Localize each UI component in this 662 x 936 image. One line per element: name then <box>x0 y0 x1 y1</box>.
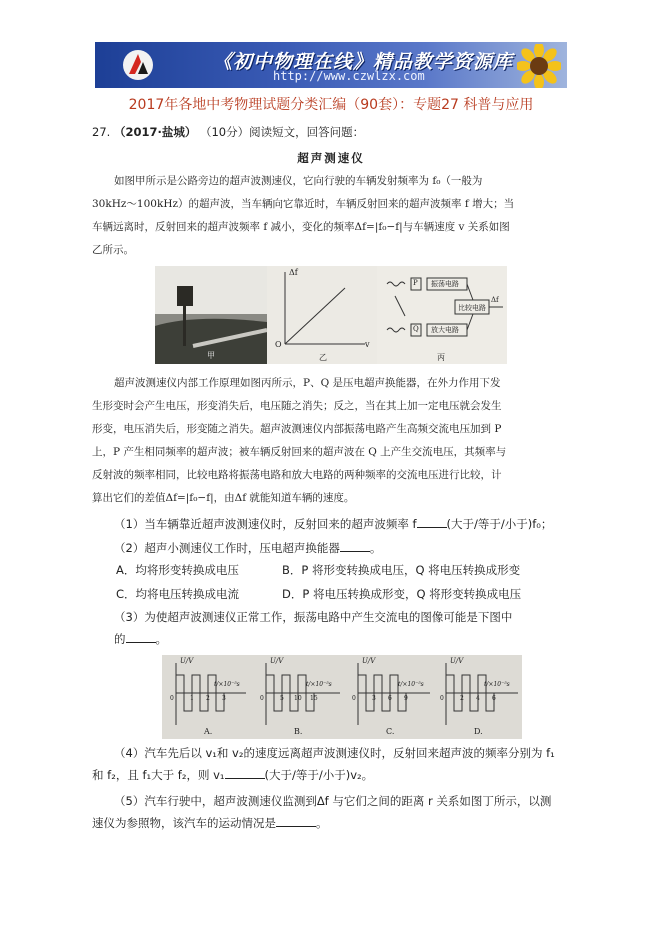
article-paragraph-2 <box>92 372 575 510</box>
answer-blank-2[interactable] <box>340 539 370 552</box>
waveform-tick-a-0: 0 <box>170 695 174 702</box>
waveform-panel-a <box>176 663 246 725</box>
circuit-comparator-label: 比较电路 <box>458 304 486 312</box>
text-line: 反射波的频率相同，比较电路将振荡电路和放大电路的两种频率的交流电压进行比较，计 <box>92 469 502 481</box>
subquestion-3-text-2: 的 <box>114 632 126 646</box>
text-line: 算出它们的差值Δf=|f₀−f|，由Δf 就能知道车辆的速度。 <box>92 492 355 504</box>
circuit-q-label: Q <box>413 325 419 333</box>
site-logo-icon <box>121 48 155 82</box>
circuit-amplifier-label: 放大电路 <box>431 326 459 334</box>
waveform-tick-c-1: 3 <box>372 695 376 702</box>
article-title: 超声测速仪 <box>297 151 365 165</box>
waveform-tick-c-2: 6 <box>388 695 392 702</box>
waveform-panel-c <box>358 663 430 725</box>
subquestion-1-text: （1）当车辆靠近超声波测速仪时，反射回来的超声波频率 f <box>114 517 417 531</box>
subquestion-3 <box>92 606 582 650</box>
circuit-output-label: Δf <box>491 296 499 304</box>
answer-blank-3[interactable] <box>126 630 156 643</box>
waveform-tick-c-0: 0 <box>352 695 356 702</box>
waveform-tick-d-0: 0 <box>440 695 444 702</box>
subquestion-5 <box>92 790 582 834</box>
waveform-ylabel-d: U/V <box>450 657 464 665</box>
waveform-tick-c-3: 9 <box>404 695 408 702</box>
subquestion-5-text: （5）汽车行驶中，超声波测速仪监测到Δf 与它们之间的距离 r 关系如图丁所示，以测 <box>114 794 552 808</box>
graph-origin-label: O <box>275 340 282 349</box>
header-banner <box>95 42 567 88</box>
waveform-tick-b-0: 0 <box>260 695 264 702</box>
waveform-panel-label-b[interactable]: B. <box>294 727 303 736</box>
waveform-tick-a-1: 1 <box>190 695 194 702</box>
waveform-panel-label-d[interactable]: D. <box>474 727 483 736</box>
subquestion-4-text: （4）汽车先后以 v₁和 v₂的速度远离超声波测速仪时，反射回来超声波的频率分别为 f₁ <box>114 746 555 760</box>
figure-label-bing: 丙 <box>437 353 445 362</box>
waveform-tick-b-1: 5 <box>280 695 284 702</box>
subquestion-3-text: （3）为使超声波测速仪正常工作，振荡电路中产生交流电的图像可能是下图中 <box>114 610 513 624</box>
answer-blank-4[interactable] <box>225 766 265 779</box>
waveform-tick-b-2: 10 <box>294 695 302 702</box>
text-line: 形变，电压消失后，形变随之消失。超声波测速仪内部振荡电路产生高频交流电压加到 P <box>92 423 502 435</box>
waveform-panel-d <box>446 663 518 725</box>
question-header <box>92 124 364 140</box>
text-line: 30kHz～100kHz）的超声波，当车辆向它靠近时，车辆反射回来的超声波频率 f 增大；当 <box>92 198 515 210</box>
subquestion-4-tail: (大于/等于/小于)v₂。 <box>264 768 374 782</box>
subquestion-1 <box>92 513 582 535</box>
option-b[interactable]: B．P 将形变转换成电压，Q 将电压转换成形变 <box>282 563 521 577</box>
question-score: （10分）阅读短文，回答问题： <box>199 125 365 139</box>
question-number: 27. <box>92 125 111 139</box>
option-c[interactable]: C．均将电压转换成电流 <box>116 587 240 601</box>
option-a[interactable]: A．均将形变转换成电压 <box>116 563 239 577</box>
waveform-tick-d-2: 4 <box>476 695 480 702</box>
text-line: 车辆远离时，反射回来的超声波频率 f 减小，变化的频率Δf=|f₀−f|与车辆速度 v 关系如图 <box>92 221 510 233</box>
circuit-p-label: P <box>413 279 418 287</box>
text-line: 超声波测速仪内部工作原理如图丙所示，P、Q 是压电超声换能器，在外力作用下发 <box>114 377 501 389</box>
figure-waveform-options <box>162 655 522 739</box>
text-line: 上，P 产生相同频率的超声波；被车辆反射回来的超声波在 Q 上产生交流电压，其频率与 <box>92 446 507 458</box>
figure-label-yi: 乙 <box>319 353 327 362</box>
answer-blank-1[interactable] <box>417 515 447 528</box>
waveform-panel-label-c[interactable]: C. <box>386 727 395 736</box>
document-title: 2017年各地中考物理试题分类汇编（90套）：专题27 科普与应用 <box>128 97 534 113</box>
waveform-ylabel-b: U/V <box>270 657 284 665</box>
subquestion-2-tail: 。 <box>369 541 382 555</box>
waveform-options-drawing <box>162 655 522 739</box>
waveform-panel-b <box>266 663 340 725</box>
subquestion-4 <box>92 742 582 786</box>
text-line: 乙所示。 <box>92 244 134 256</box>
sunflower-icon <box>517 44 561 88</box>
waveform-xlabel-c: t/×10⁻⁵s <box>398 681 424 688</box>
graph-axis-x-label: v <box>365 340 370 349</box>
banner-title: 《初中物理在线》精品教学资源库 <box>213 51 514 73</box>
subquestion-3-tail: 。 <box>155 632 167 646</box>
waveform-tick-d-1: 2 <box>460 695 464 702</box>
waveform-tick-b-3: 15 <box>310 695 318 702</box>
waveform-ylabel-a: U/V <box>180 657 194 665</box>
waveform-tick-a-3: 3 <box>222 695 226 702</box>
subquestion-5-tail: 。 <box>316 816 328 830</box>
question-source: （2017·盐城） <box>113 125 197 139</box>
subquestion-4-text-2: 和 f₂，且 f₁大于 f₂，则 v₁ <box>92 768 225 782</box>
graph-axis-y-label: Δf <box>289 268 298 277</box>
circuit-oscillator-label: 振荡电路 <box>431 280 459 288</box>
subquestion-5-text-2: 速仪为参照物，该汽车的运动情况是 <box>92 816 276 830</box>
waveform-xlabel-a: t/×10⁻⁵s <box>214 681 240 688</box>
article-paragraph-1 <box>92 170 575 262</box>
subquestion-1-tail: (大于/等于/小于)f₀； <box>446 517 553 531</box>
waveform-xlabel-b: t/×10⁻⁵s <box>306 681 332 688</box>
waveform-ylabel-c: U/V <box>362 657 376 665</box>
banner-url[interactable]: http://www.czwlzx.com <box>273 69 425 83</box>
waveform-panel-label-a[interactable]: A. <box>204 727 213 736</box>
text-line: 生形变时会产生电压，形变消失后，电压随之消失；反之，当在其上加一定电压就会发生 <box>92 400 502 412</box>
waveform-tick-d-3: 6 <box>492 695 496 702</box>
waveform-xlabel-d: t/×10⁻⁵s <box>484 681 510 688</box>
figure-speed-meter <box>155 266 507 364</box>
text-line: 如图甲所示是公路旁边的超声波测速仪，它向行驶的车辆发射频率为 f₀（一般为 <box>114 175 483 187</box>
figure-label-jia: 甲 <box>207 351 215 360</box>
waveform-tick-a-2: 2 <box>206 695 210 702</box>
answer-blank-5[interactable] <box>276 814 316 827</box>
subquestion-2 <box>92 537 582 559</box>
option-d[interactable]: D．P 将电压转换成形变，Q 将形变转换成电压 <box>282 587 522 601</box>
subquestion-2-text: （2）超声小测速仪工作时，压电超声换能器 <box>114 541 340 555</box>
